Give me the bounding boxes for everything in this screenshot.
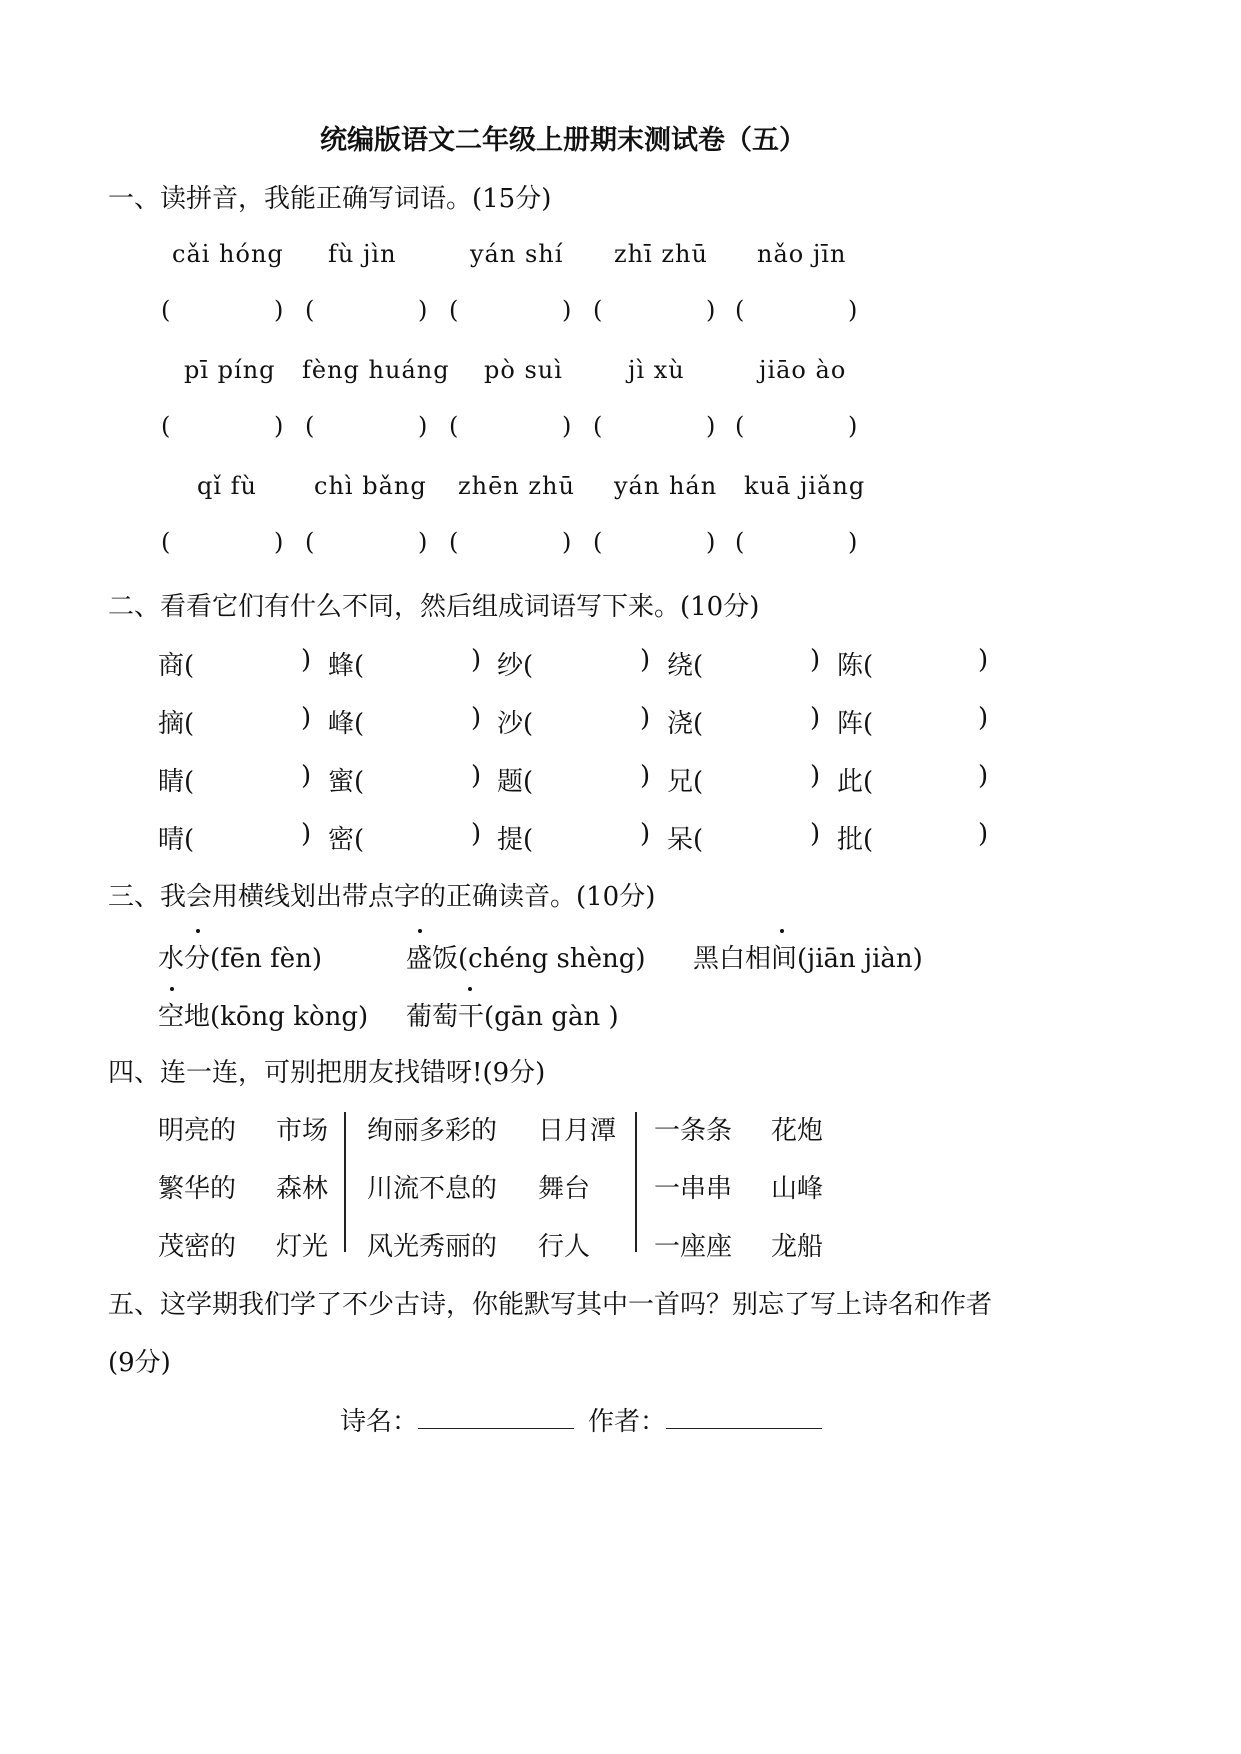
page-title: 统编版语文二年级上册期末测试卷（五） [320,125,806,156]
char-item: 题( [497,767,534,797]
pinyin-word: yán hán [614,472,718,500]
pinyin-word: kuā jiǎng [744,472,866,500]
answer-paren-close: ) [640,645,651,675]
column-divider [344,1112,346,1252]
answer-paren-close: ) [418,296,428,324]
char-item: 呆( [667,825,704,855]
answer-paren-close: ) [274,296,284,324]
answer-paren-close: ) [418,412,428,440]
answer-blank[interactable] [749,528,844,558]
answer-blank[interactable] [175,412,270,442]
answer-paren-close: ) [562,528,572,556]
answer-blank[interactable] [319,296,414,326]
answer-blank[interactable] [175,296,270,326]
answer-paren-open: ( [161,528,171,556]
pinyin-word: pò suì [484,356,563,384]
answer-paren-close: ) [978,761,989,791]
answer-paren-close: ) [706,412,716,440]
answer-paren-close: ) [640,819,651,849]
match-item[interactable]: 行人 [538,1232,591,1262]
char-item: 蜂( [328,651,365,681]
answer-paren-open: ( [161,296,171,324]
answer-blank[interactable] [749,412,844,442]
answer-paren-close: ) [640,761,651,791]
match-item[interactable]: 花炮 [771,1116,824,1146]
answer-blank[interactable] [545,645,636,677]
answer-paren-open: ( [305,412,315,440]
pinyin-word: qǐ fù [197,472,258,500]
emphasis-dot [196,929,200,933]
match-item[interactable]: 山峰 [771,1174,824,1204]
answer-blank[interactable] [206,703,297,735]
answer-blank[interactable] [206,645,297,677]
emphasis-dot [170,987,174,991]
answer-blank[interactable] [607,528,702,558]
char-item: 纱( [497,651,534,681]
answer-paren-close: ) [640,703,651,733]
match-item[interactable]: 一座座 [654,1232,733,1262]
pinyin-word: jiāo ào [759,356,847,384]
reading-item-2: 盛饭(chéng shèng) [406,944,646,974]
emphasis-dot [468,987,472,991]
pinyin-word: nǎo jīn [757,240,847,268]
match-item[interactable]: 繁华的 [158,1174,237,1204]
reading-item-4: 空地(kōng kòng) [158,1002,369,1032]
answer-paren-close: ) [301,645,312,675]
answer-blank[interactable] [376,645,467,677]
pinyin-word: zhī zhū [614,240,708,268]
answer-blank[interactable] [607,296,702,326]
answer-paren-open: ( [449,296,459,324]
char-item: 睛( [158,767,195,797]
answer-paren-close: ) [471,703,482,733]
column-divider [635,1112,637,1252]
answer-paren-close: ) [418,528,428,556]
answer-paren-close: ) [848,412,858,440]
answer-paren-open: ( [593,412,603,440]
reading-item-3: 黑白相间(jiān jiàn) [693,944,923,974]
char-item: 商( [158,651,195,681]
answer-blank[interactable] [715,819,806,851]
answer-paren-close: ) [562,412,572,440]
answer-paren-close: ) [301,819,312,849]
answer-paren-close: ) [471,645,482,675]
answer-blank[interactable] [463,412,558,442]
char-item: 摘( [158,709,195,739]
char-item: 晴( [158,825,195,855]
answer-blank[interactable] [545,703,636,735]
match-item[interactable]: 舞台 [538,1174,591,1204]
pinyin-word: chì bǎng [314,472,427,500]
answer-paren-close: ) [978,819,989,849]
answer-blank[interactable] [715,761,806,793]
answer-blank[interactable] [376,761,467,793]
answer-blank[interactable] [206,761,297,793]
pinyin-word: zhēn zhū [458,472,575,500]
answer-blank[interactable] [545,761,636,793]
poem-name-label: 诗名： [340,1407,419,1437]
pinyin-word: jì xù [628,356,685,384]
char-item: 批( [837,825,874,855]
answer-paren-open: ( [305,296,315,324]
reading-item-1: 水分(fēn fèn) [158,944,323,974]
match-item[interactable]: 风光秀丽的 [367,1232,498,1262]
match-item[interactable]: 灯光 [276,1232,329,1262]
char-item: 沙( [497,709,534,739]
answer-paren-close: ) [471,761,482,791]
char-item: 阵( [837,709,874,739]
answer-paren-close: ) [706,528,716,556]
match-item[interactable]: 日月潭 [538,1116,617,1146]
match-item[interactable]: 川流不息的 [367,1174,498,1204]
answer-paren-open: ( [161,412,171,440]
answer-blank[interactable] [715,703,806,735]
char-item: 提( [497,825,534,855]
section-5-heading-cont: (9分) [108,1348,171,1378]
answer-paren-close: ) [301,761,312,791]
answer-blank[interactable] [175,528,270,558]
emphasis-dot [418,929,422,933]
answer-paren-close: ) [810,819,821,849]
pinyin-word: cǎi hóng [172,240,284,268]
answer-paren-close: ) [978,703,989,733]
char-item: 浇( [667,709,704,739]
match-item[interactable]: 明亮的 [158,1116,237,1146]
answer-paren-close: ) [978,645,989,675]
char-item: 密( [328,825,365,855]
answer-paren-close: ) [274,412,284,440]
answer-paren-close: ) [562,296,572,324]
answer-paren-close: ) [706,296,716,324]
answer-blank[interactable] [885,819,974,851]
pinyin-word: yán shí [470,240,564,268]
answer-paren-close: ) [848,296,858,324]
match-item[interactable]: 一串串 [654,1174,733,1204]
answer-paren-close: ) [810,761,821,791]
answer-blank[interactable] [885,703,974,735]
pinyin-word: pī píng [184,356,276,384]
answer-blank[interactable] [715,645,806,677]
answer-paren-close: ) [471,819,482,849]
char-item: 绕( [667,651,704,681]
match-item[interactable]: 绚丽多彩的 [367,1116,498,1146]
match-item[interactable]: 森林 [276,1174,329,1204]
author-label: 作者： [588,1407,667,1437]
answer-blank[interactable] [885,645,974,677]
section-1-heading: 一、读拼音，我能正确写词语。(15分) [108,184,552,214]
section-3-heading: 三、我会用横线划出带点字的正确读音。(10分) [108,882,656,912]
section-2-heading: 二、看看它们有什么不同，然后组成词语写下来。(10分) [108,592,760,622]
answer-paren-open: ( [735,296,745,324]
answer-blank[interactable] [463,296,558,326]
answer-blank[interactable] [206,819,297,851]
char-item: 此( [837,767,874,797]
section-4-heading: 四、连一连，可别把朋友找错呀!(9分) [108,1058,546,1088]
reading-item-5: 葡萄干(gān gàn ) [406,1002,619,1032]
answer-paren-open: ( [593,528,603,556]
answer-paren-close: ) [301,703,312,733]
answer-paren-close: ) [274,528,284,556]
answer-paren-open: ( [593,296,603,324]
answer-blank[interactable] [319,528,414,558]
answer-paren-close: ) [810,703,821,733]
answer-paren-close: ) [848,528,858,556]
match-item[interactable]: 茂密的 [158,1232,237,1262]
match-item[interactable]: 一条条 [654,1116,733,1146]
answer-paren-open: ( [305,528,315,556]
char-item: 峰( [328,709,365,739]
answer-blank[interactable] [545,819,636,851]
answer-blank[interactable] [319,412,414,442]
answer-blank[interactable] [463,528,558,558]
poem-name-blank[interactable] [418,1428,574,1429]
emphasis-dot [780,929,784,933]
answer-paren-close: ) [810,645,821,675]
answer-paren-open: ( [449,528,459,556]
answer-paren-open: ( [735,528,745,556]
match-item[interactable]: 龙船 [771,1232,824,1262]
pinyin-word: fèng huáng [302,356,450,384]
answer-paren-open: ( [449,412,459,440]
author-blank[interactable] [666,1428,822,1429]
char-item: 兄( [667,767,704,797]
answer-blank[interactable] [376,819,467,851]
char-item: 蜜( [328,767,365,797]
answer-blank[interactable] [885,761,974,793]
char-item: 陈( [837,651,874,681]
answer-blank[interactable] [376,703,467,735]
answer-blank[interactable] [607,412,702,442]
answer-blank[interactable] [749,296,844,326]
pinyin-word: fù jìn [328,240,397,268]
answer-paren-open: ( [735,412,745,440]
match-item[interactable]: 市场 [276,1116,329,1146]
section-5-heading: 五、这学期我们学了不少古诗，你能默写其中一首吗？别忘了写上诗名和作者 [108,1290,993,1320]
